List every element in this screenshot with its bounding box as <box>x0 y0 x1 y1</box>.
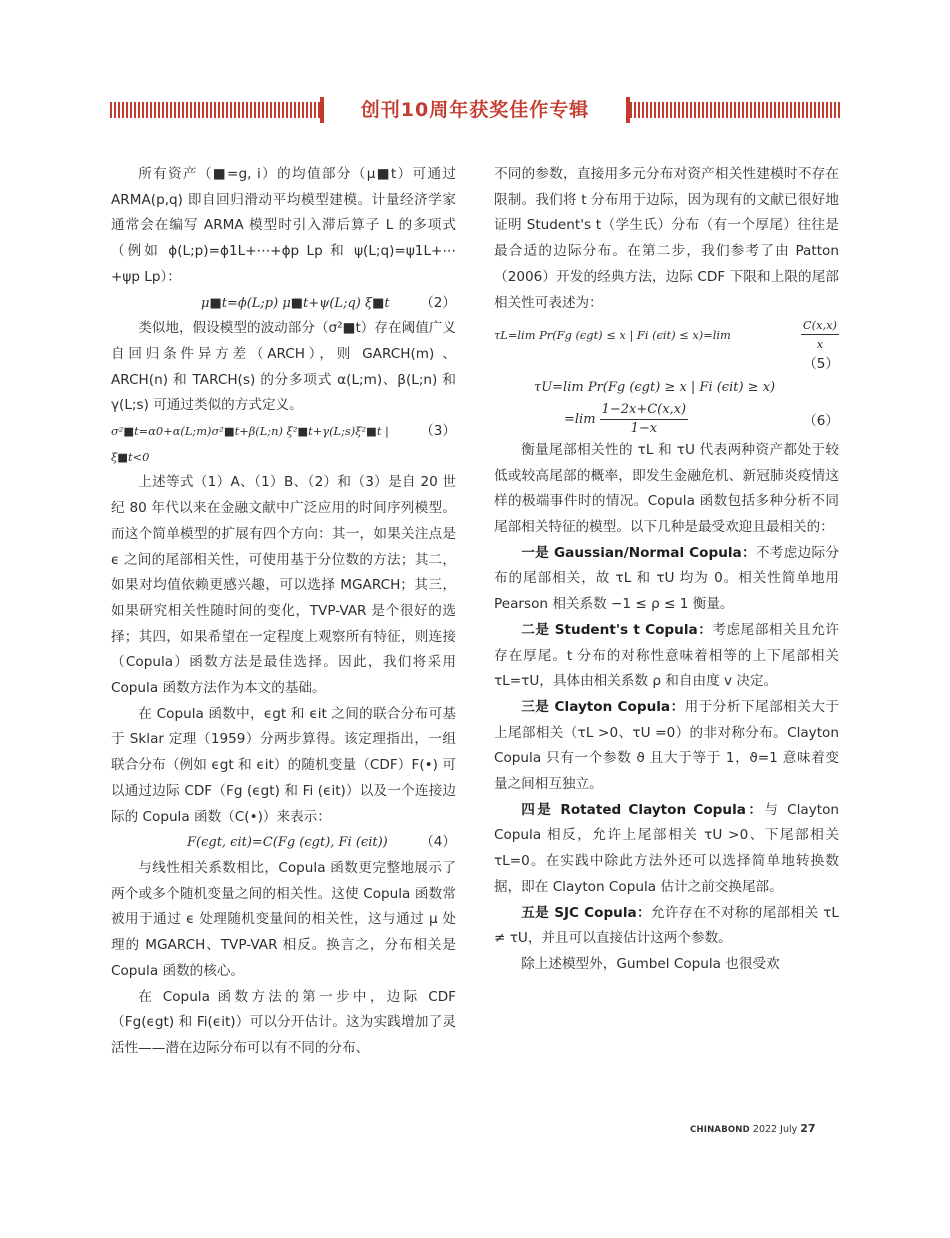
paragraph-text: 考虑尾部相关且允许存在厚尾。t 分布的对称性意味着相等的上下尾部相关 τL=τU，具体由相关系数 ρ 和自由度 v 决定。 <box>494 621 839 690</box>
paragraph-text: 用于分析下尾部相关大于上尾部相关（τL >0、τU =0）的非对称分布。Clayton Copula 只有一个参数 ϑ 且大于等于 1，ϑ=1 意味着变量之间相互独立。 <box>494 698 840 793</box>
equation-text: τL=lim Pr(Fg (ϵgt) ≤ x | Fi (ϵit) ≤ x)=lim <box>494 327 731 342</box>
equation-text: μ■t=ϕ(L;p) μ■t+ψ(L;q) ξ■t <box>201 295 390 311</box>
paragraph: 在 Copula 函数方法的第一步中，边际 CDF（Fg(ϵgt) 和 Fi(ϵit)）可以分开估计。这为实践增加了灵活性——潜在边际分布可以有不同的分布、 <box>111 988 456 1056</box>
paragraph: 不同的参数，直接用多元分布对资产相关性建模时不存在限制。我们将 t 分布用于边际，因为现有的文献已很好地证明 Student's t（学生氏）分布（有一个厚尾）往往是最合适的边际分布。在第二步，我们参考了由 Patton（2006）开发的经典方法，边际 CDF 下限和上限的尾部相关性可表述为： <box>494 166 839 311</box>
equation-text: =lim <box>564 411 596 427</box>
paragraph: 衡量尾部相关性的 τL 和 τU 代表两种资产都处于较低或较高尾部的概率，即发生金融危机、新冠肺炎疫情这样的极端事件时的情况。Copula 函数包括多种分析不同尾部相关特征的模型。以下几种是最受欢迎且最相关的： <box>494 441 839 536</box>
paragraph-text: 允许存在不对称的尾部相关 τL ≠ τU，并且可以直接估计这两个参数。 <box>494 904 839 947</box>
equation-number: （5） <box>803 356 839 373</box>
paragraph <box>494 695 839 798</box>
paragraph-text: 不考虑边际分布的尾部相关，故 τL 和 τU 均为 0。相关性简单地用 Pearson 相关系数 −1 ≤ ρ ≤ 1 衡量。 <box>494 544 839 613</box>
paragraph: 除上述模型外，Gumbel Copula 也很受欢 <box>521 955 780 972</box>
equation-4 <box>111 830 456 856</box>
footer-brand: CHINABOND <box>690 1125 750 1135</box>
keyword: 三是 Clayton Copula： <box>521 698 685 715</box>
paragraph: 类似地，假设模型的波动部分（σ²■t）存在阈值广义自回归条件异方差（ARCH），则 GARCH(m) 、ARCH(n) 和 TARCH(s) 的分多项式 α(L;m)、β(L;n) 和 γ(L;s) 可通过类似的方式定义。 <box>111 320 456 414</box>
keyword: 一是 Gaussian/Normal Copula： <box>521 544 756 561</box>
footer-month: July <box>780 1124 798 1135</box>
equation-number: （6） <box>803 413 839 430</box>
right-column <box>494 162 839 978</box>
paragraph: 所有资产（■=g, i）的均值部分（μ■t）可通过 ARMA(p,q) 即自回归滑动平均模型建模。计量经济学家通常会在编写 ARMA 模型时引入滞后算子 L 的多项式（例如 ϕ(L;p)=ϕ1L+⋯+ϕp Lp 和 ψ(L;q)=ψ1L+⋯+ψp Lp）： <box>111 166 456 285</box>
banner-title: 创刊10周年获奖佳作专辑 <box>360 99 590 121</box>
equation-2 <box>111 291 456 317</box>
equation-number: （3） <box>420 423 456 440</box>
equation-number: （2） <box>420 294 456 311</box>
footer-year: 2022 <box>752 1124 778 1135</box>
page-number: 27 <box>800 1122 816 1135</box>
equation-text: τU=lim Pr(Fg (ϵgt) ≥ x | Fi (ϵit) ≥ x) <box>534 380 776 396</box>
paragraph <box>494 901 839 952</box>
left-column <box>111 162 456 1062</box>
equation-text: σ²■t=α0+α(L;m)σ²■t+β(L;n) ξ²■t+γ(L;s)ξ²■t | ξ■t<0 <box>111 424 389 464</box>
paragraph: 上述等式（1）A、（1）B、（2）和（3）是自 20 世纪 80 年代以来在金融文献中广泛应用的时间序列模型。而这个简单模型的扩展有四个方向：其一，如果关注点是 ϵ 之间的尾部相关性，可使用基于分位数的方法；其二，如果对均值依赖更感兴趣，可以选择 MGARCH；其三，如果研究相关性随时间的变化，TVP-VAR 是个很好的选择；其四，如果希望在一定程度上观察所有特征，则连接（Copula）函数方法是最佳选择。因此，我们将采用 Copula 函数方法作为本文的基础。 <box>111 474 456 697</box>
paragraph: 与线性相关系数相比，Copula 函数更完整地展示了两个或多个随机变量之间的相关性。这使 Copula 函数常被用于通过 ϵ 处理随机变量间的相关性，这与通过 μ 处理的 MGARCH、TVP-VAR 相反。换言之，分布相关是 Copula 函数的核心。 <box>111 859 456 979</box>
keyword: 四是 Rotated Clayton Copula： <box>521 801 765 818</box>
equation-6 <box>494 401 839 438</box>
paragraph: 在 Copula 函数中，ϵgt 和 ϵit 之间的联合分布可基于 Sklar 定理（1959）分两步算得。该定理指出，一组联合分布（例如 ϵgt 和 ϵit）的随机变量（CDF）F(•) 可以通过边际 CDF（Fg (ϵgt) 和 Fi (ϵit)）以及一个连接边际的 Copula 函数（C(•)）来表示： <box>111 705 456 825</box>
fraction-numerator: C(x,x) <box>801 316 839 335</box>
paragraph-text: 与 Clayton Copula 相反，允许上尾部相关 τU >0、下尾部相关 τL=0。在实践中除此方法外还可以选择简单地转换数据，即在 Clayton Copula 估计之前交换尾部。 <box>494 801 839 895</box>
fraction-denominator: x <box>816 337 824 352</box>
equation-6-line1 <box>494 375 839 401</box>
equation-5 <box>494 316 839 353</box>
fraction-denominator: 1−x <box>630 420 658 436</box>
keyword: 二是 Student's t Copula： <box>521 621 713 638</box>
paragraph <box>494 798 839 901</box>
fraction-numerator: 1−2x+C(x,x) <box>600 401 689 420</box>
paragraph <box>494 618 839 695</box>
equation-3 <box>111 419 456 470</box>
equation-fraction <box>600 401 689 438</box>
equation-number: （4） <box>420 834 456 851</box>
equation-text: F(ϵgt, ϵit)=C(Fg (ϵgt), Fi (ϵit)) <box>187 835 388 851</box>
paragraph <box>494 541 839 618</box>
keyword: 五是 SJC Copula： <box>521 904 652 921</box>
page-footer <box>690 1122 850 1138</box>
banner-title-box <box>320 97 630 123</box>
equation-fraction <box>801 316 839 353</box>
section-banner <box>110 97 840 123</box>
